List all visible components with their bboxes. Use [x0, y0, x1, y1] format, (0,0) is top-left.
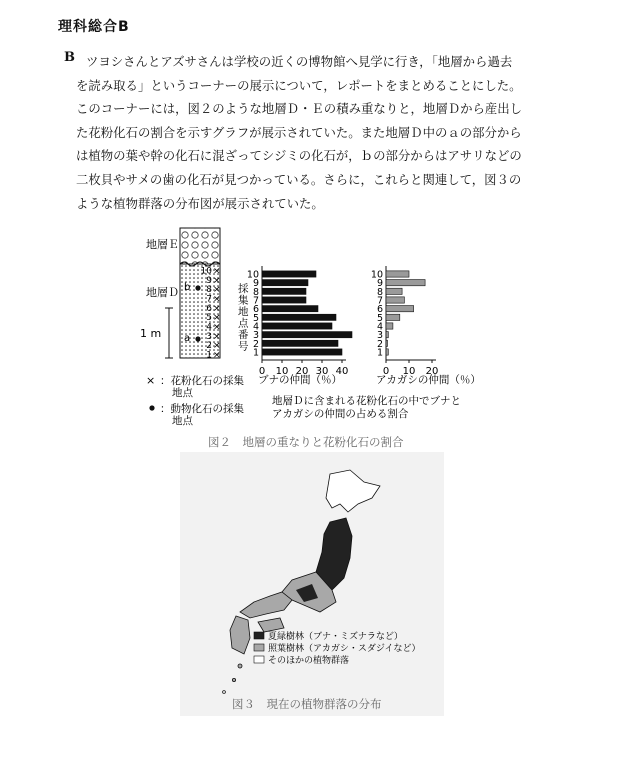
bar [386, 340, 388, 346]
figure-note-line-1: 地層Ｄに含まれる花粉化石の中でブナと [272, 395, 461, 407]
category-label: 1 [376, 347, 383, 359]
legend-other: そのほかの植物群落 [268, 656, 350, 666]
cross-icon: × [213, 266, 221, 277]
island [223, 691, 226, 694]
x-tick-label: 0 [382, 366, 390, 377]
cross-icon: × [213, 313, 221, 324]
question-label: B [64, 50, 75, 65]
island [238, 664, 242, 668]
sample-number: 9 [206, 275, 212, 286]
legend-animal-label-2: 地点 [172, 415, 193, 427]
x-tick-label: 20 [295, 366, 309, 377]
cross-icon: × [213, 322, 221, 333]
category-label: 5 [252, 312, 259, 324]
x-tick-label: 40 [335, 366, 349, 377]
bar [262, 323, 332, 329]
scale-label: 1 m [140, 327, 162, 340]
legend-laurel: 照葉樹林（アカガシ・スダジイなど） [268, 644, 421, 654]
bar [386, 280, 425, 286]
legend-pollen-label: ：花粉化石の採集 [160, 375, 244, 387]
cross-icon: × [213, 285, 221, 296]
bar [262, 349, 342, 355]
layer-e-label: 地層Ｅ [146, 238, 179, 251]
layer-d-label: 地層Ｄ [146, 286, 179, 299]
category-label: 7 [252, 295, 259, 307]
sample-number: 8 [206, 285, 212, 296]
cross-icon: × [146, 374, 156, 387]
oak-chart [371, 266, 438, 377]
island [232, 678, 235, 681]
mark-a: a [184, 333, 191, 344]
cross-icon: × [213, 275, 221, 286]
x-tick-label: 30 [315, 366, 329, 377]
legend-summer-green: 夏緑樹林（ブナ・ミズナラなど） [268, 632, 403, 642]
category-label: 9 [252, 278, 259, 290]
bar [262, 271, 316, 277]
figure-3 [180, 452, 444, 716]
axis-title-char: 地 [238, 306, 249, 318]
x-tick-label: 0 [258, 366, 266, 377]
sample-number: 2 [206, 341, 212, 352]
beech-axis-label: ブナの仲間（％） [258, 374, 342, 386]
bar [386, 288, 402, 294]
text-line: ツヨシさんとアズサさんは学校の近くの博物館へ見学に行き，「地層から過去 [86, 54, 513, 69]
bar [386, 306, 414, 312]
category-label: 8 [376, 286, 383, 298]
category-label: 3 [252, 330, 259, 342]
x-tick-label: 10 [275, 366, 289, 377]
text-line: このコーナーには，図２のような地層Ｄ・Ｅの積み重なりと，地層Ｄから産出し [76, 101, 523, 117]
category-label: 4 [376, 321, 383, 333]
cross-icon: × [213, 303, 221, 314]
axis-title-char: 号 [238, 340, 249, 353]
category-label: 7 [376, 295, 383, 307]
legend-pollen-label-2: 地点 [172, 387, 193, 399]
axis-title-char: 点 [238, 317, 249, 330]
cross-icon: × [213, 331, 221, 342]
cross-icon: × [213, 341, 221, 352]
mark-b: b [184, 282, 191, 293]
animal-fossil-dot-a [195, 336, 200, 341]
bar [262, 306, 318, 312]
axis-title-vertical [238, 282, 249, 353]
legend-swatch-summer-green [254, 632, 264, 639]
bar [262, 332, 352, 338]
sample-number: 7 [206, 294, 212, 305]
bar [386, 323, 393, 329]
sample-number: 5 [206, 313, 212, 324]
bar [386, 332, 388, 338]
legend-swatch-laurel [254, 644, 264, 651]
category-label: 10 [370, 269, 383, 281]
dot-icon [149, 405, 154, 410]
text-line: を読み取る」というコーナーの展示について，レポートをまとめることにした。 [76, 77, 522, 93]
legend-swatch-other [254, 656, 264, 663]
axis-title-char: 番 [238, 329, 249, 341]
category-label: 3 [376, 330, 383, 342]
sample-number: 10 [200, 266, 212, 277]
x-tick-label: 20 [425, 366, 439, 377]
layer-e-pattern [180, 228, 220, 264]
section-title: 理科総合B [58, 19, 130, 35]
cross-icon: × [213, 294, 221, 305]
beech-chart [247, 266, 352, 377]
axis-title-char: 集 [238, 294, 249, 307]
cross-icon: × [213, 350, 221, 361]
text-line: た花粉化石の割合を示すグラフが展示されていた。また地層Ｄ中のａの部分から [76, 124, 522, 140]
category-label: 4 [252, 321, 259, 333]
figure-3-caption: 図３ 現在の植物群落の分布 [232, 697, 382, 711]
text-line: は植物の葉や幹の化石に混ざってシジミの化石が，ｂの部分からはアサリなどの [76, 148, 522, 164]
category-label: 2 [376, 338, 383, 350]
text-line: 二枚貝やサメの歯の化石が見つかっている。さらに，これらと関連して，図３の [76, 171, 522, 187]
bar [262, 314, 336, 320]
category-label: 8 [252, 286, 259, 298]
text-line: ような植物群落の分布図が展示されていた。 [76, 195, 324, 211]
bar [262, 280, 308, 286]
category-label: 6 [252, 304, 259, 316]
category-label: 2 [252, 338, 259, 350]
oak-axis-label: アカガシの仲間（％） [376, 374, 481, 386]
sample-number: 1 [206, 350, 212, 361]
animal-fossil-dot-b [195, 285, 200, 290]
category-label: 10 [246, 269, 259, 281]
figure-note-line-2: アカガシの仲間の占める割合 [272, 408, 409, 420]
bar [262, 288, 306, 294]
x-tick-label: 10 [402, 366, 416, 377]
bar [262, 297, 306, 303]
legend-animal-label: ：動物化石の採集 [160, 403, 244, 415]
category-label: 9 [376, 278, 383, 290]
bar [386, 314, 400, 320]
sample-number: 3 [206, 331, 212, 342]
sample-number: 4 [206, 322, 212, 333]
category-label: 1 [252, 347, 259, 359]
bar [262, 340, 338, 346]
figure-2-caption: 図２ 地層の重なりと花粉化石の割合 [208, 435, 404, 449]
bar [386, 349, 388, 355]
bar [386, 297, 404, 303]
sample-number: 6 [206, 303, 212, 314]
axis-title-char: 採 [238, 283, 249, 295]
category-label: 5 [376, 312, 383, 324]
category-label: 6 [376, 304, 383, 316]
bar [386, 271, 409, 277]
